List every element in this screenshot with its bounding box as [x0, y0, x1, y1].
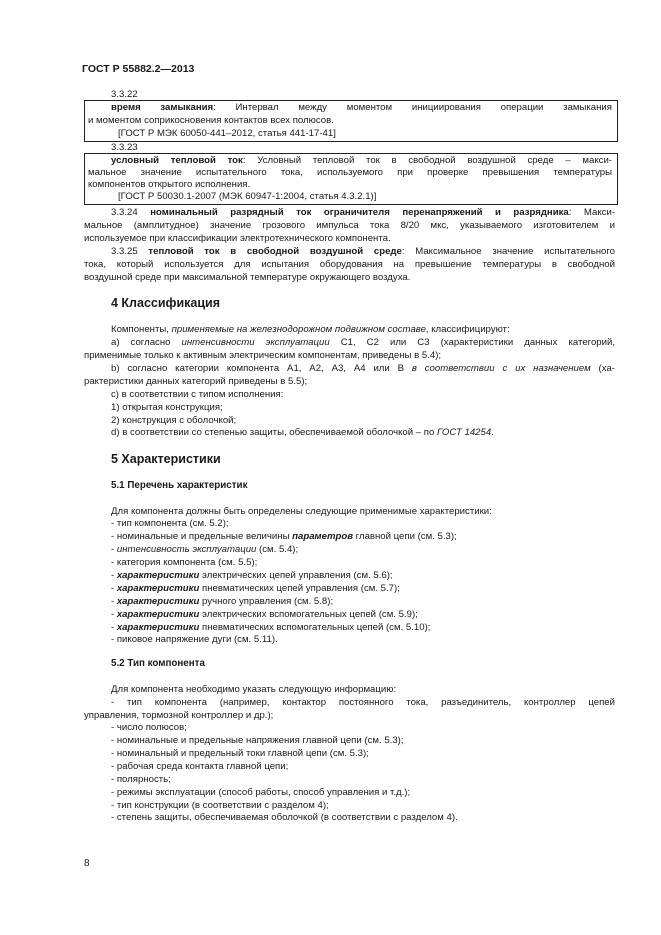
- definition-text: : Максимальное значение испытательного: [401, 246, 615, 257]
- text: ручного управления (см. 5.8);: [199, 596, 334, 607]
- text: .: [491, 427, 494, 438]
- text: а) согласно: [111, 337, 182, 348]
- text: (см. 5.4);: [256, 544, 299, 555]
- definition-line: [88, 155, 612, 167]
- text: -: [111, 596, 117, 607]
- definition-reference: [ГОСТ Р 50030.1-2007 (МЭК 60947-1:2004, статья 4.3.2.1)]: [118, 191, 377, 202]
- paragraph-line: [84, 337, 615, 349]
- paragraph-line: Для компонента необходимо указать следующую информацию:: [111, 684, 397, 695]
- bold-italic-text: характеристики: [116, 596, 200, 607]
- definition-line: и моментом соприкосновения контактов всех полюсов.: [88, 115, 334, 126]
- definition-line: компонентов открытого исполнения.: [88, 179, 251, 190]
- list-item: [111, 583, 400, 595]
- list-item: - тип компонента (см. 5.2);: [111, 518, 229, 529]
- section-heading: 5 Характеристики: [111, 452, 221, 466]
- paragraph-line: [84, 246, 615, 258]
- list-item: [111, 531, 457, 543]
- paragraph-line: мальное (амплитудное) значение грозового импульса тока 8/20 мкс, указываемого изготовителем и: [84, 220, 615, 231]
- text: -: [111, 622, 117, 633]
- paragraph-line: 1) открытая конструкция;: [111, 402, 223, 413]
- list-item: [111, 570, 393, 582]
- term-name: условный тепловой ток: [111, 155, 243, 166]
- list-item: [111, 596, 333, 608]
- paragraph-line: применимые только к активным электрическим компонентам, приведены в 5.4);: [84, 350, 442, 361]
- term-definition-box: [84, 100, 618, 142]
- paragraph-line: тока, который используется для испытания оборудования на превышение температуры в свободной: [84, 259, 615, 270]
- paragraph-line: рактеристики данных категорий приведены в 5.5);: [84, 376, 308, 387]
- list-item: - тип компонента (например, контактор постоянного тока, разъединитель, контроллер цепей: [111, 697, 615, 708]
- page-number: 8: [84, 858, 90, 869]
- document-header: ГОСТ Р 55882.2—2013: [82, 63, 195, 75]
- text: пневматических вспомогательных цепей (см. 5.10);: [199, 622, 431, 633]
- paragraph-line: используемое при классификации электротехнического компонента.: [84, 233, 391, 244]
- definition-text: : Макси-: [568, 207, 616, 218]
- list-item: - степень защиты, обеспечиваемая оболочкой (в соответствии с разделом 4).: [111, 812, 458, 823]
- italic-text: интенсивности эксплуатации: [181, 337, 330, 348]
- text: d) в соответствии со степенью защиты, обеспечиваемой оболочкой – по: [111, 427, 437, 438]
- text: С1, С2 или С3 (характеристики данных категорий,: [329, 337, 616, 348]
- section-heading: 4 Классификация: [111, 296, 221, 310]
- text: , классифицируют:: [425, 324, 510, 335]
- term-name: тепловой ток в свободной воздушной среде: [148, 246, 402, 257]
- text: электрических цепей управления (см. 5.6);: [199, 570, 393, 581]
- italic-text: применяемые на железнодорожном подвижном составе: [171, 324, 426, 335]
- list-item: - пиковое напряжение дуги (см. 5.11).: [111, 634, 278, 645]
- text: (ха-: [590, 363, 615, 374]
- bold-italic-text: характеристики: [116, 622, 200, 633]
- text: -: [111, 583, 117, 594]
- italic-text: интенсивность эксплуатации: [116, 544, 257, 555]
- list-item: [111, 609, 418, 621]
- paragraph-line: с) в соответствии с типом исполнения:: [111, 389, 284, 400]
- paragraph-line: [111, 324, 510, 336]
- bold-italic-text: характеристики: [116, 609, 200, 620]
- list-item: - номинальные и предельные напряжения главной цепи (см. 5.3);: [111, 735, 404, 746]
- list-item: управления, тормозной контроллер и др.);: [84, 710, 274, 721]
- definition-reference: [ГОСТ Р МЭК 60050-441–2012, статья 441-17-41]: [118, 128, 336, 139]
- text: -: [111, 570, 117, 581]
- term-number: 3.3.23: [111, 142, 138, 153]
- text: -: [111, 609, 117, 620]
- paragraph-line: воздушной среде при максимальной температуре окружающего воздуха.: [84, 272, 411, 283]
- italic-text: ГОСТ 14254: [437, 427, 492, 438]
- italic-text: в соответствии с их назначением: [411, 363, 591, 374]
- term-number: 3.3.22: [111, 89, 138, 100]
- bold-italic-text: параметров: [292, 531, 354, 542]
- term-number: 3.3.25: [111, 246, 138, 257]
- list-item: [111, 544, 298, 556]
- term-number: 3.3.24: [111, 207, 138, 218]
- text: электрических вспомогательных цепей (см. 5.9);: [199, 609, 418, 620]
- definition-text: : Интервал между моментом инициирования операции замыкания: [213, 102, 612, 113]
- text: пневматических цепей управления (см. 5.7);: [199, 583, 400, 594]
- subsection-heading: 5.2 Тип компонента: [111, 658, 205, 669]
- paragraph-line: 2) конструкция с оболочкой;: [111, 415, 237, 426]
- list-item: - номинальный и предельный токи главной цепи (см. 5.3);: [111, 748, 369, 759]
- text: главной цепи (см. 5.3);: [353, 531, 457, 542]
- paragraph-line: Для компонента должны быть определены следующие применимые характеристики:: [111, 506, 492, 517]
- bold-italic-text: характеристики: [116, 583, 200, 594]
- paragraph-line: [111, 427, 494, 439]
- definition-line: [88, 102, 612, 114]
- list-item: - число полюсов;: [111, 722, 187, 733]
- definition-line: мальное значение испытательного тока, используемого при проверке превышения температуры: [88, 167, 612, 178]
- list-item: - режимы эксплуатации (способ работы, способ управления и т.д.);: [111, 787, 411, 798]
- paragraph-line: [84, 207, 615, 219]
- definition-text: : Условный тепловой ток в свободной воздушной среде – макси-: [242, 155, 612, 166]
- paragraph-line: [84, 363, 615, 375]
- term-definition-box: [84, 153, 618, 205]
- text: -: [111, 544, 117, 555]
- text: b) согласно категории компонента А1, А2, А3, А4 или В: [111, 363, 412, 374]
- list-item: - категория компонента (см. 5.5);: [111, 557, 258, 568]
- bold-italic-text: характеристики: [116, 570, 200, 581]
- list-item: - тип конструкции (в соответствии с разделом 4);: [111, 800, 329, 811]
- list-item: - полярность;: [111, 774, 171, 785]
- term-name: номинальный разрядный ток ограничителя перенапряжений и разрядника: [150, 207, 569, 218]
- list-item: - рабочая среда контакта главной цепи;: [111, 761, 289, 772]
- subsection-heading: 5.1 Перечень характеристик: [111, 480, 248, 491]
- list-item: [111, 622, 430, 634]
- text: Компоненты,: [111, 324, 172, 335]
- term-name: время замыкания: [111, 102, 214, 113]
- text: - номинальные и предельные величины: [111, 531, 293, 542]
